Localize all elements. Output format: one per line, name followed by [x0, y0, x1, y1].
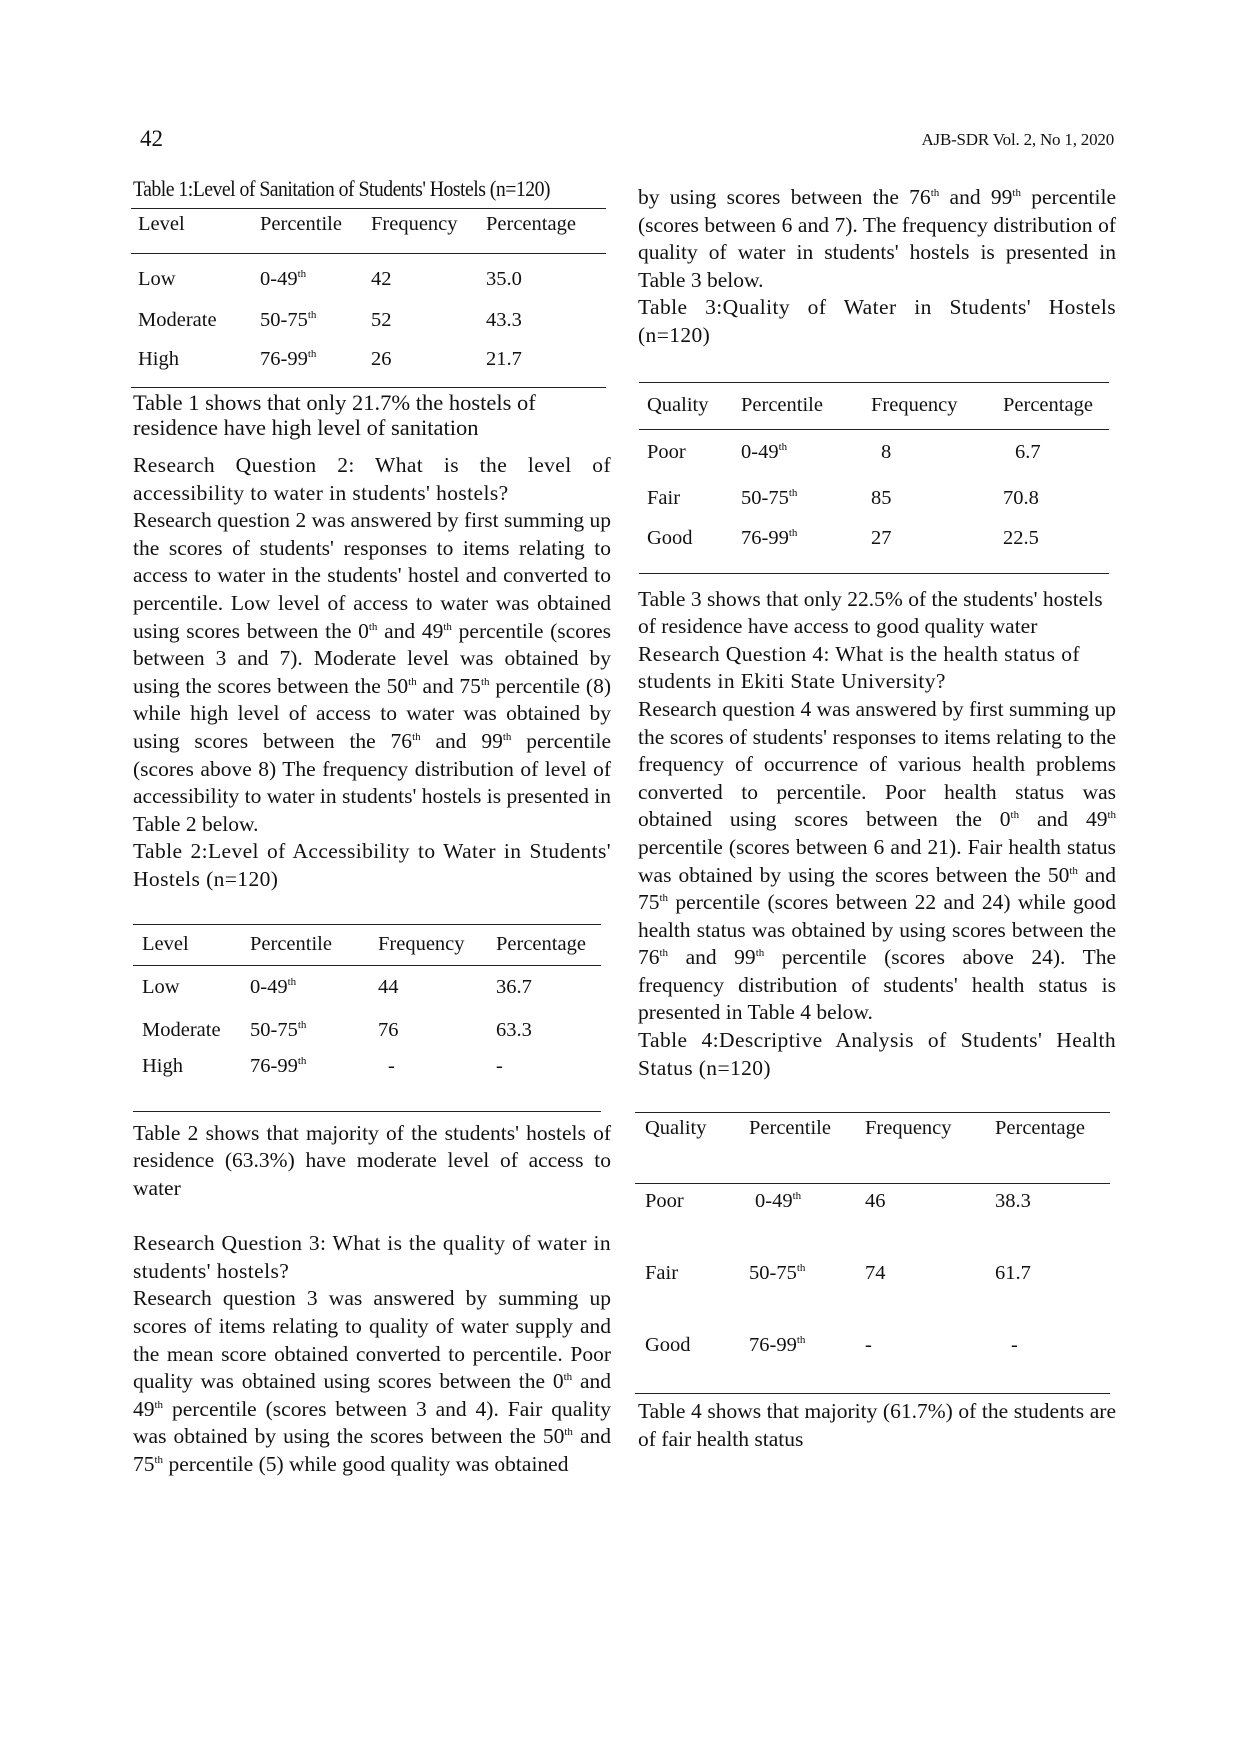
rq3-question: Research Question 3: What is the quality of water in students' hostels?	[133, 1231, 611, 1283]
page-number: 42	[140, 126, 163, 151]
table2	[133, 924, 601, 1112]
table-row: High 76-99th - -	[133, 1051, 601, 1111]
table-row: Low 0-49th 42 35.0	[138, 268, 522, 291]
table1-header-percentile: Percentile	[260, 213, 342, 235]
table2-summary: Table 2 shows that majority of the students' hostels of residence (63.3%) have moderate level of access to water	[133, 1120, 611, 1200]
running-head: AJB-SDR Vol. 2, No 1, 2020	[921, 130, 1114, 149]
table3-header-percentage: Percentage	[1003, 394, 1093, 417]
rq4-body: Research question 4 was answered by first summing up the scores of students' responses to items relating to the frequency of occurrence of various health problems converted to percentile. Poor health status was obtained using scores between the 0th and 49th percentile (scores between 6 and 21). Fair health status was obtained by using the scores between the 50th and 75th percentile (scores between 22 and 24) while good health status was obtained by using scores between the 76th and 99th percentile (scores above 24). The frequency distribution of students' health status is presented in Table 4 below.	[638, 696, 1117, 1025]
rq2-body: Research question 2 was answered by first summing up the scores of students' responses to items relating to access to water in the students' hostel and converted to percentile. Low level of access to water was obtained using scores between the 0th and 49th percentile (scores between 3 and 7). Moderate level was obtained by using the scores between the 50th and 75th percentile (8) while high level of access to water was obtained by using scores between the 76th and 99th percentile (scores above 8) The frequency distribution of level of accessibility to water in students' hostels is presented in Table 2 below.	[133, 508, 612, 836]
table-row: Good 76-99th - -	[635, 1328, 1110, 1394]
table-row: Good 76-99th 27 22.5	[639, 521, 1109, 573]
table1-header-level: Level	[138, 213, 185, 235]
table1-summary: Table 1 shows that only 21.7% the hostels of residence have high level of sanitation	[133, 390, 536, 440]
table-row: Low 0-49th 44 36.7	[142, 975, 532, 998]
table2-header-level: Level	[142, 933, 189, 955]
table1-header-row	[131, 209, 606, 254]
table-row: Moderate 50-75th 76 63.3	[142, 1018, 532, 1041]
table4-header-percentile: Percentile	[749, 1117, 831, 1140]
rq2-question: Research Question 2: What is the level of accessibility to water in students' hostels?	[133, 453, 611, 505]
table3-header-percentile: Percentile	[741, 394, 823, 417]
table4	[635, 1112, 1110, 1394]
rq3-body-continued: by using scores between the 76th and 99th percentile (scores between 6 and 7). The frequency distribution of quality of water in students' hostels is presented in Table 3 below.	[638, 185, 1116, 292]
table-row: High 76-99th 26 21.7	[131, 342, 606, 388]
table2-header-percentile: Percentile	[250, 933, 332, 955]
left-column	[133, 176, 611, 1479]
table-row: Moderate 50-75th 52 43.3	[138, 309, 522, 331]
rq3-body: Research question 3 was answered by summing up scores of items relating to quality of water supply and the mean score obtained converted to percentile. Poor quality was obtained using scores between the 0th and 49th percentile (scores between 3 and 4). Fair quality was obtained by using the scores between the 50th and 75th percentile (5) while good quality was obtained	[133, 1286, 611, 1477]
table2-header-row	[133, 924, 601, 965]
table-row: Poor 0-49th 46 38.3	[645, 1190, 1031, 1213]
table2-header-frequency: Frequency	[378, 933, 465, 955]
table1-caption: Table 1:Level of Sanitation of Students' Hostels (n=120)	[133, 176, 550, 201]
table-row: Fair 50-75th 74 61.7	[645, 1261, 1031, 1284]
table3-header-quality: Quality	[647, 394, 709, 417]
right-column	[638, 184, 1116, 1453]
rq4-question: Research Question 4: What is the health status of students in Ekiti State University?	[638, 641, 1080, 694]
table1-header-percentage: Percentage	[486, 213, 576, 235]
table-row: Fair 50-75th 85 70.8	[647, 486, 1039, 509]
table4-header-percentage: Percentage	[995, 1117, 1085, 1140]
table3-caption: Table 3:Quality of Water in Students' Hostels (n=120)	[638, 295, 1116, 347]
table4-header-row	[635, 1113, 1110, 1184]
table1	[131, 208, 606, 388]
table3	[639, 382, 1109, 574]
table4-caption: Table 4:Descriptive Analysis of Students' Health Status (n=120)	[638, 1028, 1116, 1080]
table2-caption: Table 2:Level of Accessibility to Water in Students' Hostels (n=120)	[133, 839, 611, 891]
table-row: Poor 0-49th 8 6.7	[647, 440, 1041, 463]
table4-summary: Table 4 shows that majority (61.7%) of the students are of fair health status	[638, 1399, 1116, 1451]
table1-header-frequency: Frequency	[371, 213, 458, 235]
table3-header-frequency: Frequency	[871, 394, 958, 417]
table3-header-row	[639, 382, 1109, 429]
table4-header-quality: Quality	[645, 1117, 707, 1140]
table3-summary: Table 3 shows that only 22.5% of the students' hostels of residence have access to good quality water	[638, 586, 1103, 639]
table4-header-frequency: Frequency	[865, 1117, 952, 1140]
table2-header-percentage: Percentage	[496, 933, 586, 955]
